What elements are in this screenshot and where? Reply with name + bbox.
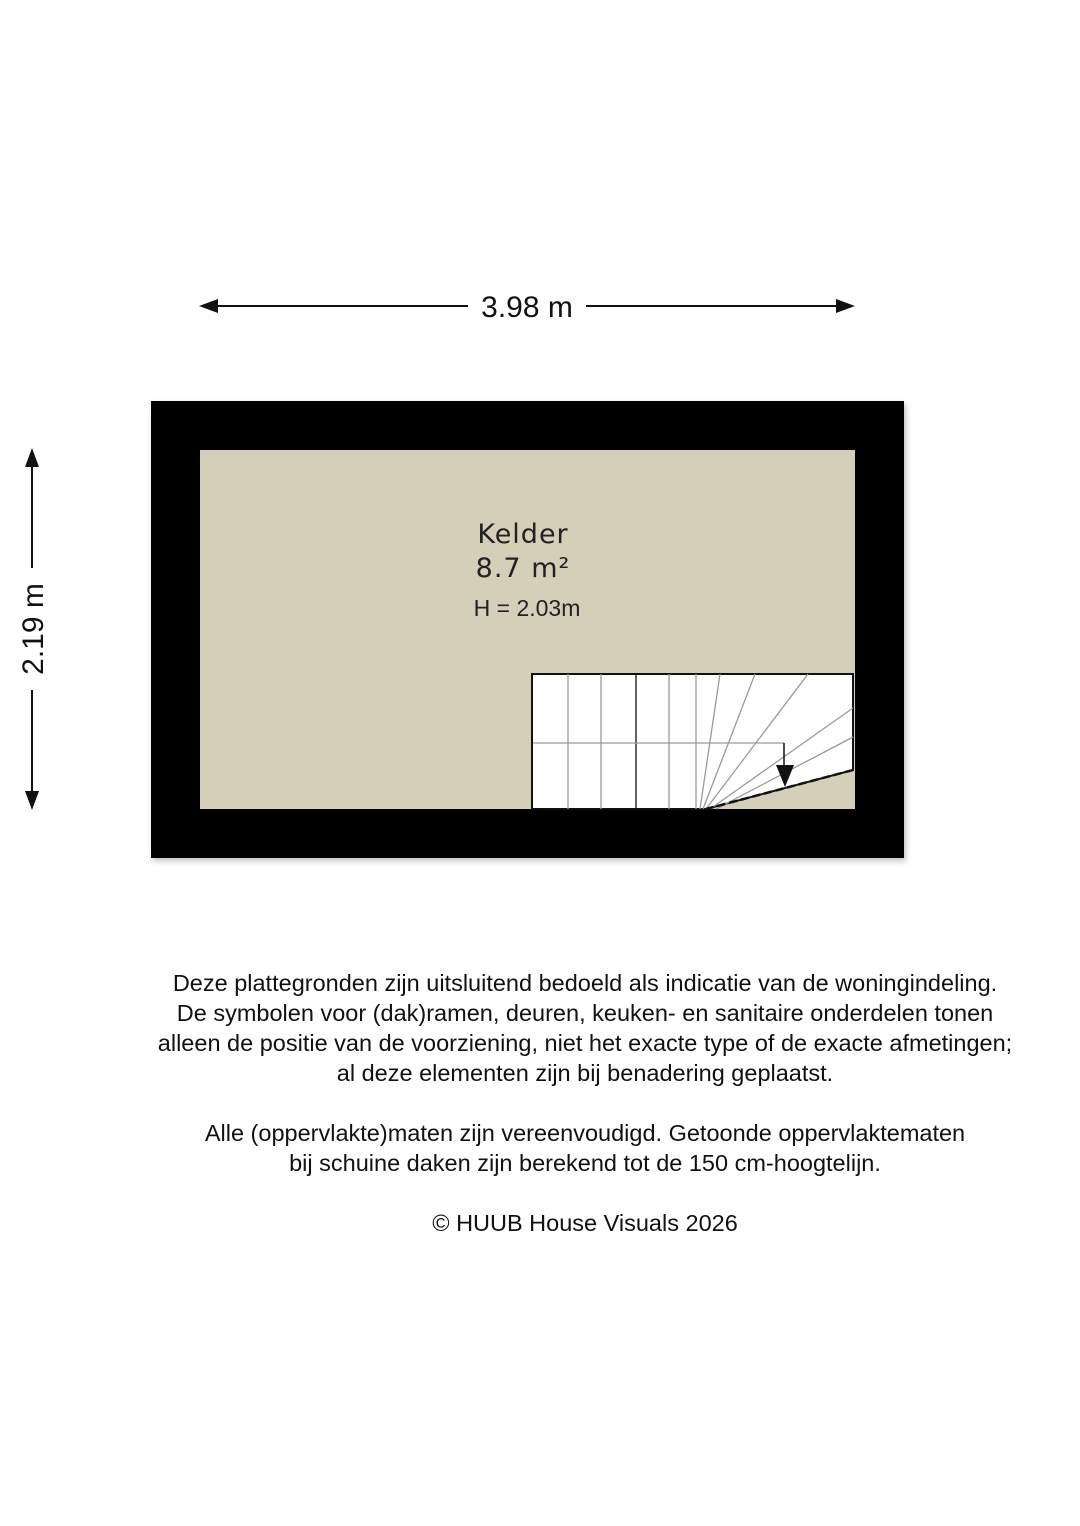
room-name: Kelder [477,519,569,550]
disclaimer [60,968,1080,1238]
disclaimer-line: Alle (oppervlakte)maten zijn vereenvoudigd. Getoonde oppervlaktematen [204,1120,966,1146]
height-label: 2.19 m [17,583,50,675]
disclaimer-paragraph-1 [60,968,1080,1088]
disclaimer-line: De symbolen voor (dak)ramen, deuren, keuken- en sanitaire onderdelen tonen [176,1000,994,1026]
width-label: 3.98 m [481,291,573,324]
arrow-down-icon [25,791,39,810]
arrow-up-icon [25,448,39,467]
width-dimension [199,291,855,324]
room-area: 8.7 m² [475,553,571,584]
arrow-right-icon [836,299,855,313]
disclaimer-line: Deze plattegronden zijn uitsluitend bedoeld als indicatie van de woningindeling. [172,970,998,996]
copyright: © HUUB House Visuals 2026 [432,1210,738,1236]
disclaimer-line: alleen de positie van de voorziening, niet het exacte type of de exacte afmetingen; [157,1030,1013,1056]
disclaimer-line: al deze elementen zijn bij benadering geplaatst. [336,1060,834,1086]
height-dimension [17,448,50,810]
disclaimer-line: bij schuine daken zijn berekend tot de 150 cm-hoogtelijn. [289,1150,881,1176]
room-height: H = 2.03m [473,595,581,621]
disclaimer-paragraph-2 [60,1118,1080,1178]
arrow-left-icon [199,299,218,313]
